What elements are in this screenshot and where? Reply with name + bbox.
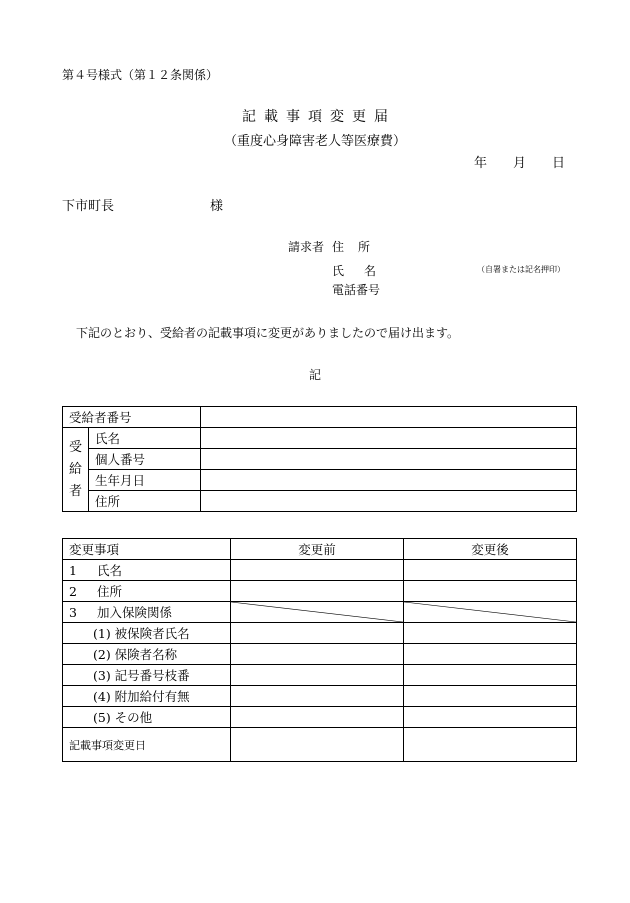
sub-item-insured-name: (1) 被保険者氏名 bbox=[63, 623, 231, 644]
recipient-id-label: 個人番号 bbox=[89, 449, 201, 470]
date-day-label: 日 bbox=[552, 156, 566, 171]
symbol-number-before-field[interactable] bbox=[231, 665, 404, 686]
recipient-name-field[interactable] bbox=[201, 428, 577, 449]
sub-item-additional-benefit: (4) 附加給付有無 bbox=[63, 686, 231, 707]
insured-name-after-field[interactable] bbox=[404, 623, 577, 644]
change-item-name bbox=[63, 560, 231, 581]
sub-item-other: (5) その他 bbox=[63, 707, 231, 728]
diagonal-line bbox=[231, 602, 403, 622]
form-number: 第４号様式（第１２条関係） bbox=[62, 68, 219, 82]
sub-item-insurer-name: (2) 保険者名称 bbox=[63, 644, 231, 665]
header-change-item: 変更事項 bbox=[63, 539, 231, 560]
recipient-number-label: 受給者番号 bbox=[63, 407, 201, 428]
header-after: 変更後 bbox=[404, 539, 577, 560]
claimant-address-label: 住所 bbox=[332, 240, 385, 254]
change-item-address bbox=[63, 581, 231, 602]
insurance-after-disabled-cell bbox=[404, 602, 577, 623]
item-number: 3 bbox=[69, 605, 77, 620]
honorific: 様 bbox=[210, 199, 224, 214]
change-table bbox=[62, 538, 577, 762]
change-date-after-field[interactable] bbox=[404, 728, 577, 762]
insured-name-before-field[interactable] bbox=[231, 623, 404, 644]
diagonal-line bbox=[404, 602, 576, 622]
insurer-name-before-field[interactable] bbox=[231, 644, 404, 665]
name-before-field[interactable] bbox=[231, 560, 404, 581]
recipient-table bbox=[62, 406, 577, 512]
seal-note: （自署または記名押印） bbox=[477, 265, 565, 274]
recipient-dob-field[interactable] bbox=[201, 470, 577, 491]
group-char-1: 受 bbox=[68, 439, 82, 455]
item-label: 住所 bbox=[97, 584, 123, 599]
document-subtitle: （重度心身障害老人等医療費） bbox=[223, 134, 406, 149]
address-after-field[interactable] bbox=[404, 581, 577, 602]
change-item-insurance bbox=[63, 602, 231, 623]
item-number: 2 bbox=[69, 584, 77, 599]
recipient-dob-label: 生年月日 bbox=[89, 470, 201, 491]
recipient-number-field[interactable] bbox=[201, 407, 577, 428]
insurer-name-after-field[interactable] bbox=[404, 644, 577, 665]
date-month-label: 月 bbox=[513, 156, 527, 171]
recipient-name-label: 氏名 bbox=[89, 428, 201, 449]
date-row bbox=[474, 152, 565, 171]
header-before: 変更前 bbox=[231, 539, 404, 560]
other-after-field[interactable] bbox=[404, 707, 577, 728]
change-date-label: 記載事項変更日 bbox=[63, 728, 231, 762]
addressee: 下市町長 bbox=[62, 199, 115, 214]
other-before-field[interactable] bbox=[231, 707, 404, 728]
group-char-3: 者 bbox=[68, 483, 82, 499]
document-title: 記載事項変更届 bbox=[242, 109, 396, 125]
address-before-field[interactable] bbox=[231, 581, 404, 602]
group-char-2: 給 bbox=[68, 461, 82, 477]
change-date-before-field[interactable] bbox=[231, 728, 404, 762]
claimant-label: 請求者 bbox=[288, 240, 325, 254]
statement-text: 下記のとおり、受給者の記載事項に変更がありましたので届け出ます。 bbox=[76, 326, 460, 340]
recipient-address-label: 住所 bbox=[89, 491, 201, 512]
ki-heading: 記 bbox=[308, 368, 321, 382]
additional-benefit-before-field[interactable] bbox=[231, 686, 404, 707]
name-after-field[interactable] bbox=[404, 560, 577, 581]
claimant-phone-label: 電話番号 bbox=[332, 283, 381, 297]
item-number: 1 bbox=[69, 563, 77, 578]
item-label: 加入保険関係 bbox=[97, 605, 173, 620]
additional-benefit-after-field[interactable] bbox=[404, 686, 577, 707]
item-label: 氏名 bbox=[97, 563, 123, 578]
recipient-group-label bbox=[63, 428, 89, 512]
date-year-label: 年 bbox=[474, 156, 488, 171]
recipient-address-field[interactable] bbox=[201, 491, 577, 512]
sub-item-symbol-number: (3) 記号番号枝番 bbox=[63, 665, 231, 686]
insurance-before-disabled-cell bbox=[231, 602, 404, 623]
claimant-name-label: 氏名 bbox=[332, 264, 397, 278]
symbol-number-after-field[interactable] bbox=[404, 665, 577, 686]
recipient-id-field[interactable] bbox=[201, 449, 577, 470]
